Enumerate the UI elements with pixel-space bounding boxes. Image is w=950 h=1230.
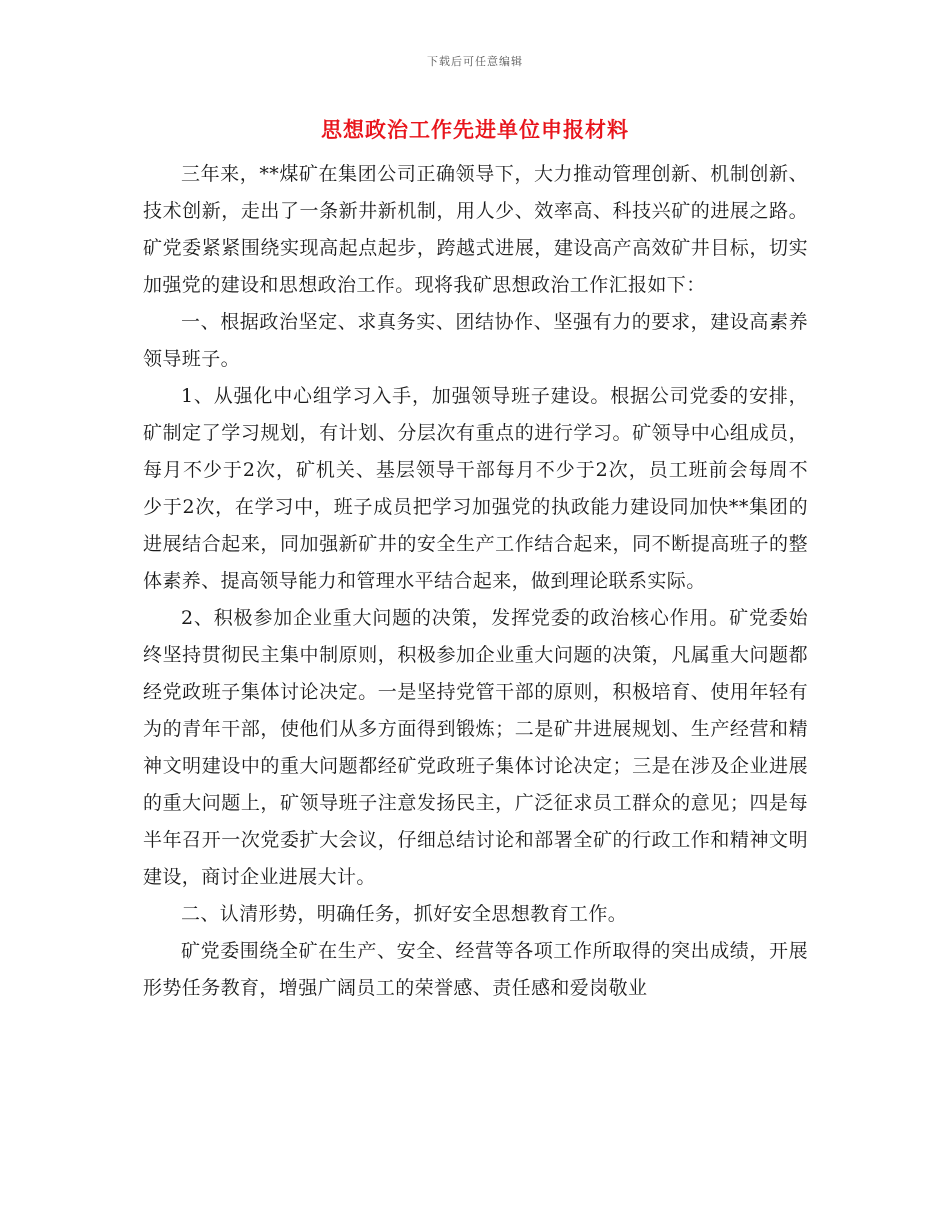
paragraph-study: 1、从强化中心组学习入手，加强领导班子建设。根据公司党委的安排，矿制定了学习规划，有计划、分层次有重点的进行学习。矿领导中心组成员，每月不少于2次，矿机关、基层领导干部每月不少于2次，员工班前会每周不少于2次，在学习中，班子成员把学习加强党的执政能力建设同加快**集团的进展结合起来，同加强新矿井的安全生产工作结合起来，同不断提高班子的整体素养、提高领导能力和管理水平结合起来，做到理论联系实际。 (143, 385, 808, 592)
paragraph-intro: 三年来，**煤矿在集团公司正确领导下，大力推动管理创新、机制创新、技术创新，走出了一条新井新机制，用人少、效率高、科技兴矿的进展之路。矿党委紧紧围绕实现高起点起步，跨越式进展，建设高产高效矿井目标，切实加强党的建设和思想政治工作。现将我矿思想政治工作汇报如下： (143, 163, 808, 296)
section-heading-2: 二、认清形势，明确任务，抓好安全思想教育工作。 (181, 903, 628, 925)
document-title: 思想政治工作先进单位申报材料 (321, 117, 629, 142)
document-body (143, 156, 808, 1007)
page-header-note: 下载后可任意编辑 (427, 55, 523, 68)
section-heading-1: 一、根据政治坚定、求真务实、团结协作、坚强有力的要求，建设高素养领导班子。 (143, 311, 808, 370)
paragraph-decision: 2、积极参加企业重大问题的决策，发挥党委的政治核心作用。矿党委始终坚持贯彻民主集中制原则，积极参加企业重大问题的决策，凡属重大问题都经党政班子集体讨论决定。一是坚持党管干部的原则，积极培育、使用年轻有为的青年干部，使他们从多方面得到锻炼；二是矿井进展规划、生产经营和精神文明建设中的重大问题都经矿党政班子集体讨论决定；三是在涉及企业进展的重大问题上，矿领导班子注意发扬民主，广泛征求员工群众的意见；四是每半年召开一次党委扩大会议，仔细总结讨论和部署全矿的行政工作和精神文明建设，商讨企业进展大计。 (143, 607, 808, 888)
paragraph-education: 矿党委围绕全矿在生产、安全、经营等各项工作所取得的突出成绩，开展形势任务教育，增强广阔员工的荣誉感、责任感和爱岗敬业 (143, 940, 808, 999)
